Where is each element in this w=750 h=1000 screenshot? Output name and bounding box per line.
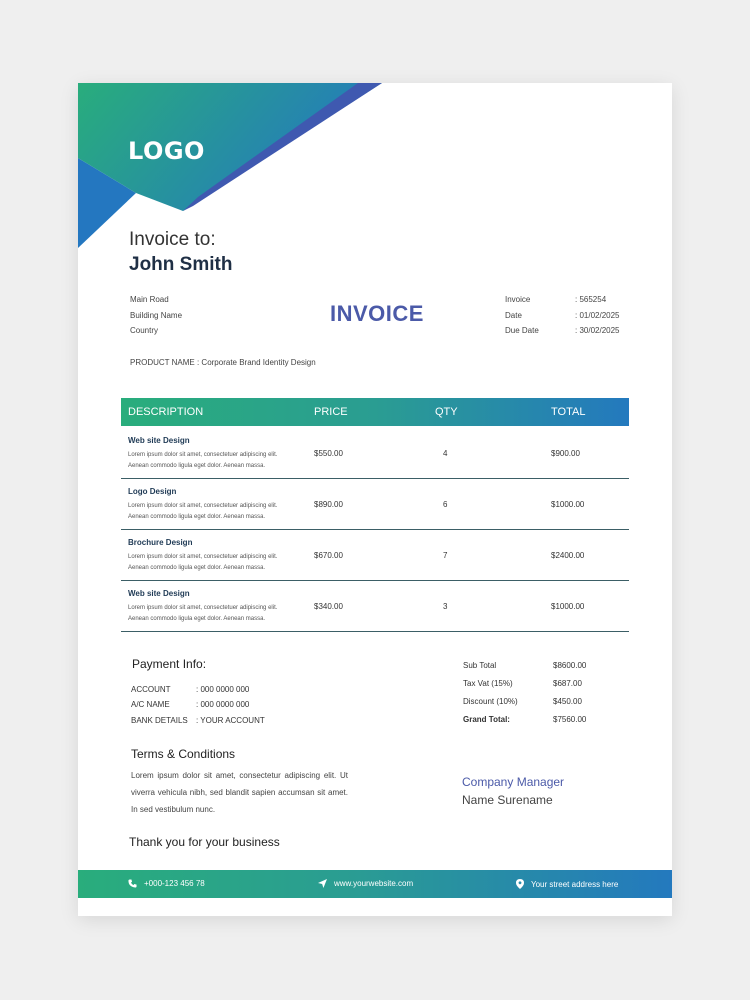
header-qty: QTY [435,406,458,418]
item-description [128,450,318,472]
address-line: Building Name [130,310,183,320]
item-name: Logo Design [128,487,177,496]
summary-value: $450.00 [553,697,582,706]
header-graphic [78,83,388,253]
desc-line: Aenean commodo ligula eget dolor. Aenean massa. [128,565,266,571]
invoice-date-row [505,308,619,324]
meta-label: Invoice [505,295,531,304]
payment-value: : 000 0000 000 [196,685,250,694]
due-date-row [505,323,619,339]
header-total: TOTAL [551,406,586,418]
payment-row [131,685,249,694]
meta-label: Date [505,310,522,320]
desc-line: Lorem ipsum dolor sit amet, consectetuer adipiscing elit. [128,554,278,560]
summary-label: Sub Total [463,661,497,670]
table-row [121,478,629,530]
item-name: Brochure Design [128,538,193,547]
footer-bar [78,870,672,898]
address-line: Main Road [130,295,169,304]
invoice-to-label: Invoice to: [129,229,216,250]
summary-label: Tax Vat (15%) [463,679,513,688]
summary-label: Discount (10%) [463,697,518,706]
item-name: Web site Design [128,436,190,445]
item-qty: 6 [443,500,448,509]
payment-row [131,700,249,709]
manager-role: Company Manager [462,775,565,789]
payment-value: : 000 0000 000 [196,700,250,709]
meta-value: : 01/02/2025 [575,310,620,320]
terms-text: Lorem ipsum dolor sit amet, consectetur adipiscing elit. Ut viverra vehicula nibh, sed blandit sapien accumsan sit amet. In sed vestibulum nunc. [131,771,348,814]
payment-row [131,716,265,725]
item-total: $900.00 [551,449,580,458]
item-price: $670.00 [314,551,343,560]
payment-label: BANK DETAILS [131,716,188,725]
item-description [128,501,318,523]
item-description [128,603,318,625]
item-price: $890.00 [314,500,343,509]
desc-line: Lorem ipsum dolor sit amet, consectetuer adipiscing elit. [128,503,278,509]
desc-line: Aenean commodo ligula eget dolor. Aenean massa. [128,463,266,469]
desc-line: Lorem ipsum dolor sit amet, consectetuer adipiscing elit. [128,605,278,611]
address-line: Country [130,326,159,335]
invoice-title: INVOICE [330,301,424,326]
manager-name: Name Surename [462,793,553,807]
item-total: $1000.00 [551,500,585,509]
summary-value: $687.00 [553,679,582,688]
footer-address [516,879,618,889]
header-price: PRICE [314,406,348,418]
item-qty: 4 [443,449,448,458]
send-icon [318,879,327,888]
client-address [130,292,182,339]
meta-value: : 30/02/2025 [575,326,620,335]
invoice-meta [505,292,619,339]
header-description: DESCRIPTION [128,406,204,418]
website-text[interactable]: www.yourwebsite.com [334,879,414,888]
summary-value: $8600.00 [553,661,587,670]
table-row [121,580,629,632]
thank-you-note: Thank you for your business [129,835,280,849]
grand-total-row [463,715,586,724]
invoice-number-row [505,292,619,308]
item-price: $550.00 [314,449,343,458]
desc-line: Lorem ipsum dolor sit amet, consectetuer adipiscing elit. [128,452,278,458]
product-name: PRODUCT NAME : Corporate Brand Identity Design [130,358,316,367]
meta-value: : 565254 [575,295,607,304]
item-total: $1000.00 [551,602,585,611]
table-row [121,427,629,479]
subtotal-row [463,661,586,670]
address-text: Your street address here [531,879,619,889]
invoice-page [78,83,672,916]
desc-line: Aenean commodo ligula eget dolor. Aenean massa. [128,616,266,622]
summary-value: $7560.00 [553,715,587,724]
table-header [121,398,629,426]
summary-label: Grand Total: [463,715,510,724]
item-name: Web site Design [128,589,190,598]
terms-title: Terms & Conditions [131,747,236,761]
discount-row [463,697,582,706]
table-row [121,529,629,581]
location-pin-icon [516,879,524,889]
payment-info-title: Payment Info: [132,657,207,671]
desc-line: Aenean commodo ligula eget dolor. Aenean massa. [128,514,266,520]
item-total: $2400.00 [551,551,585,560]
payment-label: A/C NAME [131,700,170,709]
tax-row [463,679,582,688]
phone-icon [128,879,137,888]
footer-phone [128,879,205,888]
item-description [128,552,318,574]
payment-value: : YOUR ACCOUNT [196,716,265,725]
meta-label: Due Date [505,326,539,335]
footer-website[interactable] [318,879,413,888]
item-qty: 3 [443,602,448,611]
phone-text: +000-123 456 78 [144,879,205,888]
company-logo: LOGO [128,137,205,165]
item-qty: 7 [443,551,448,560]
client-name: John Smith [129,254,233,275]
payment-label: ACCOUNT [131,685,171,694]
item-price: $340.00 [314,602,343,611]
